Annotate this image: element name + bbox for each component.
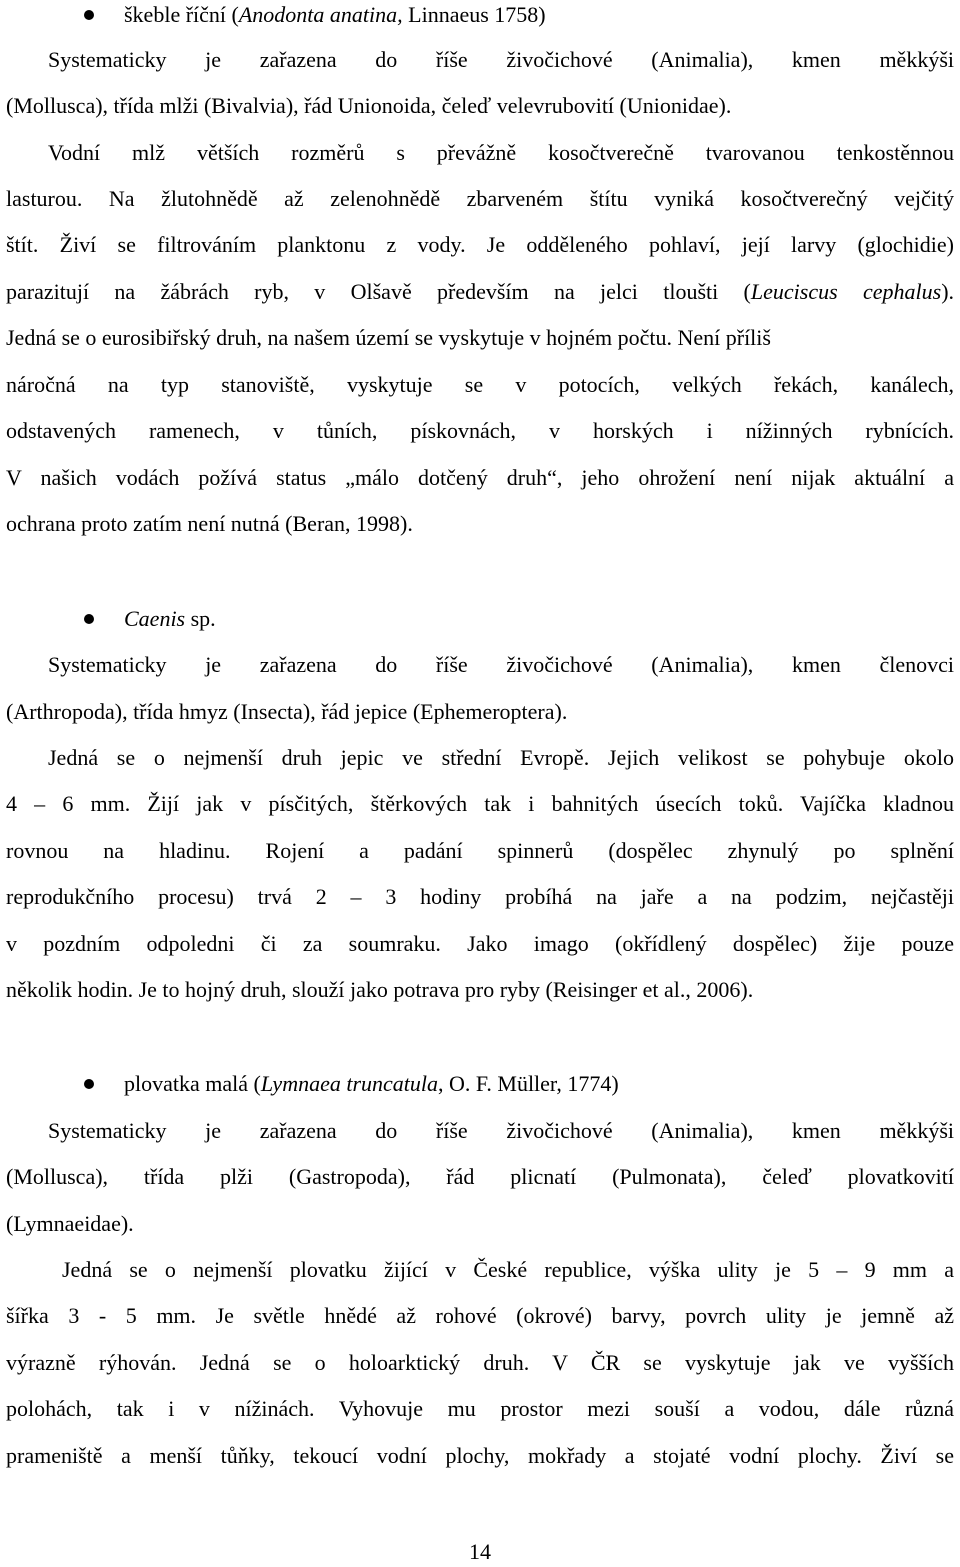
paragraph-line: Jedná se o nejmenší druh jepic ve střední Evropě. Jejich velikost se pohybuje okolo [48, 745, 954, 770]
section-heading: plovatka malá (Lymnaea truncatula, O. F. Müller, 1774) [124, 1071, 619, 1096]
paragraph-line: (Lymnaeidae). [6, 1211, 134, 1236]
paragraph-line: V našich vodách požívá status „málo dotčený druh“, jeho ohrožení není nijak aktuální a [6, 465, 954, 490]
paragraph-line: parazitují na žábrách ryb, v Olšavě především na jelci tloušti (Leuciscus cephalus). [6, 279, 955, 304]
paragraph-line: Systematicky je zařazena do říše živočichové (Animalia), kmen měkkýši [48, 1118, 954, 1143]
bullet-icon [84, 1079, 94, 1089]
paragraph-line: (Mollusca), třída plži (Gastropoda), řád plicnatí (Pulmonata), čeleď plovatkovití [6, 1164, 954, 1189]
paragraph-line: několik hodin. Je to hojný druh, slouží jako potrava pro ryby (Reisinger et al., 2006). [6, 977, 754, 1002]
paragraph-line: reprodukčního procesu) trvá 2 – 3 hodiny probíhá na jaře a na podzim, nejčastěji [6, 884, 954, 909]
paragraph-line: Jedná se o eurosibiřský druh, na našem území se vyskytuje v hojném počtu. Není příliš [6, 325, 771, 350]
paragraph-line: Systematicky je zařazena do říše živočichové (Animalia), kmen členovci [48, 652, 954, 677]
paragraph-line: rovnou na hladinu. Rojení a padání spinnerů (dospělec zhynulý po splnění [6, 838, 954, 863]
paragraph-line: prameniště a menší tůňky, tekoucí vodní plochy, mokřady a stojaté vodní plochy. Živí se [6, 1443, 954, 1468]
section-heading: škeble říční (Anodonta anatina, Linnaeus 1758) [124, 2, 546, 27]
bullet-icon [84, 614, 94, 624]
page-number: 14 [469, 1539, 491, 1564]
paragraph-line: v pozdním odpoledni či za soumraku. Jako imago (okřídlený dospělec) žije pouze [6, 931, 954, 956]
paragraph-line: (Mollusca), třída mlži (Bivalvia), řád Unionoida, čeleď velevrubovití (Unionidae). [6, 93, 732, 118]
bullet-icon [84, 10, 94, 20]
paragraph-line: Vodní mlž větších rozměrů s převážně kosočtverečně tvarovanou tenkostěnnou [48, 140, 954, 165]
paragraph-line: výrazně rýhován. Jedná se o holoarktický druh. V ČR se vyskytuje jak ve vyšších [6, 1350, 954, 1375]
paragraph-line: odstavených ramenech, v tůních, pískovnách, v horských i nížinných rybnících. [6, 418, 954, 443]
paragraph-line: ochrana proto zatím není nutná (Beran, 1998). [6, 511, 413, 536]
section-heading: Caenis sp. [124, 606, 216, 631]
paragraph-line: (Arthropoda), třída hmyz (Insecta), řád jepice (Ephemeroptera). [6, 699, 568, 724]
paragraph-line: 4 – 6 mm. Žijí jak v písčitých, štěrkových tak i bahnitých úsecích toků. Vajíčka kladnou [6, 791, 954, 816]
paragraph-line: Jedná se o nejmenší plovatku žijící v České republice, výška ulity je 5 – 9 mm a [62, 1257, 954, 1282]
paragraph-line: náročná na typ stanoviště, vyskytuje se v potocích, velkých řekách, kanálech, [6, 372, 954, 397]
paragraph-line: polohách, tak i v nížinách. Vyhovuje mu prostor mezi souší a vodou, dále různá [6, 1396, 954, 1421]
paragraph-line: šířka 3 - 5 mm. Je světle hnědé až rohové (okrové) barvy, povrch ulity je jemně až [6, 1303, 954, 1328]
paragraph-line: lasturou. Na žlutohnědě až zelenohnědě zbarveném štítu vyniká kosočtverečný vejčitý [6, 186, 954, 211]
paragraph-line: Systematicky je zařazena do říše živočichové (Animalia), kmen měkkýši [48, 47, 954, 72]
paragraph-line: štít. Živí se filtrováním planktonu z vody. Je odděleného pohlaví, její larvy (glochidie) [6, 232, 954, 257]
